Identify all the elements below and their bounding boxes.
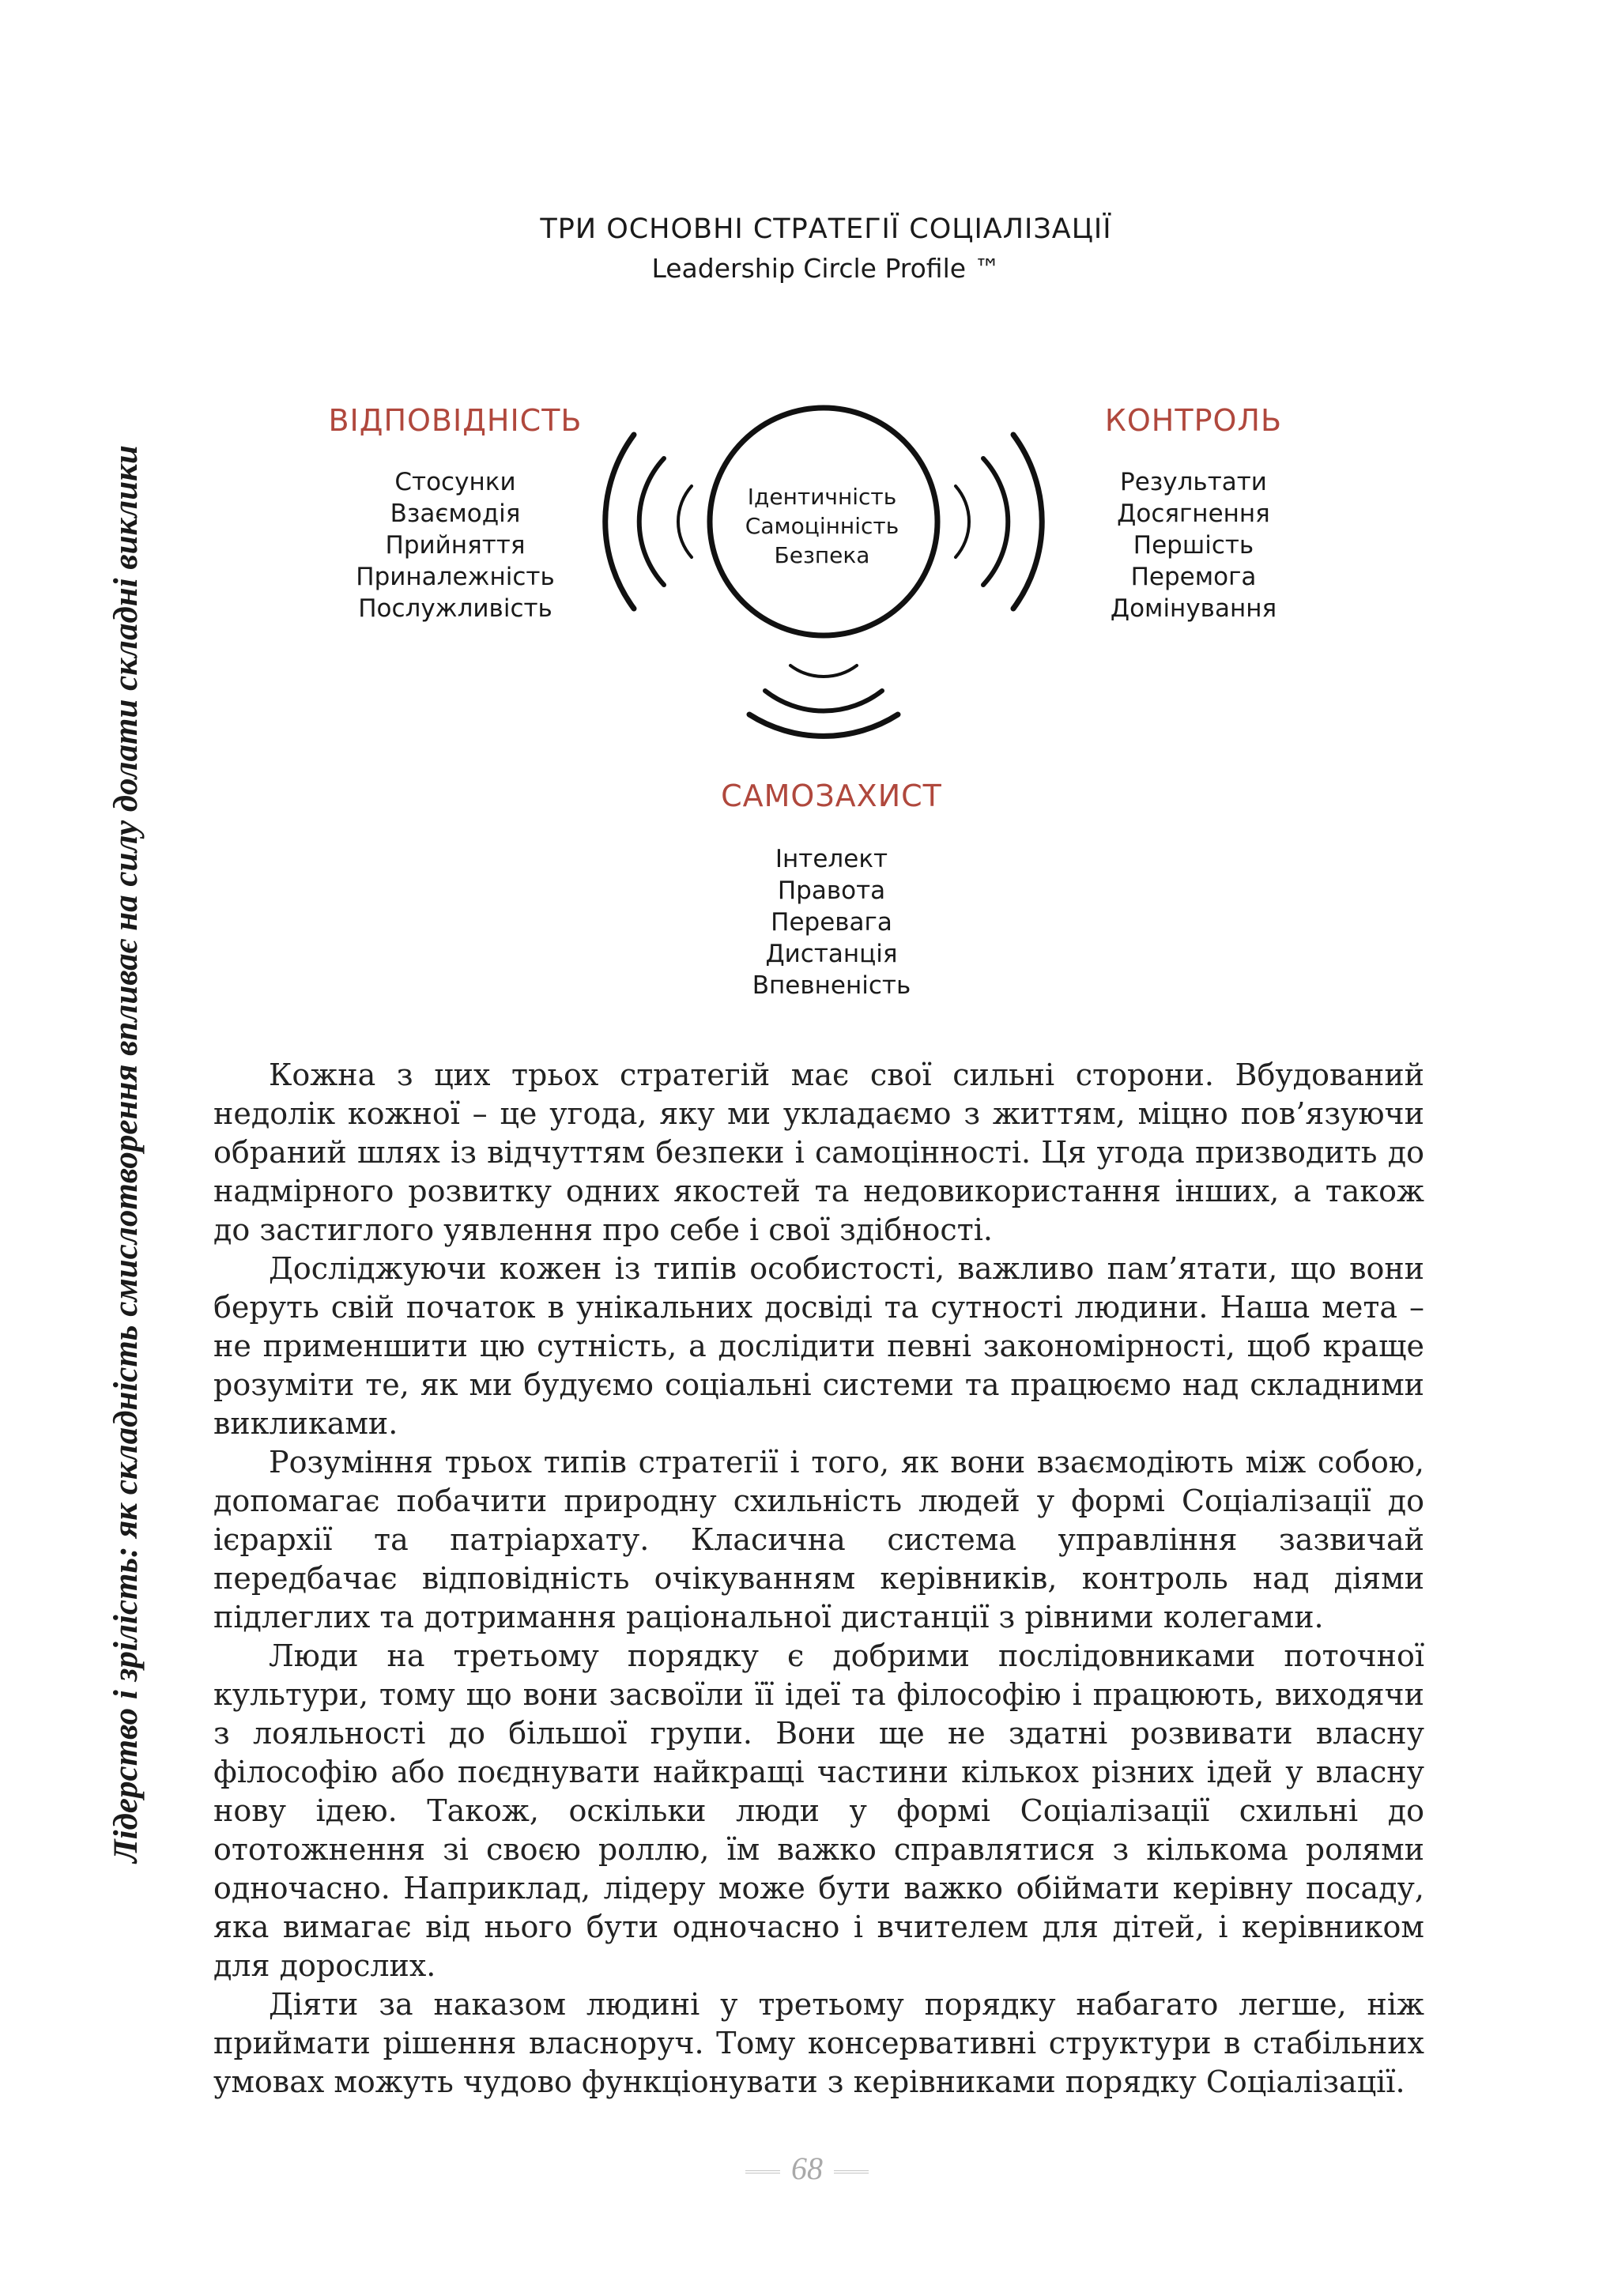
paragraph: Діяти за наказом людині у третьому порядку набагато легше, ніж приймати рішення власноруч. Тому консервативні структури в стабільних умовах можуть чудово функціонувати з керівниками порядку Соціалізації. bbox=[213, 1987, 1424, 2099]
list-item: Прийняття bbox=[385, 531, 526, 560]
bottom-inner-arc bbox=[790, 665, 857, 677]
list-item: Дистанція bbox=[765, 940, 898, 968]
list-item: Впевненість bbox=[752, 971, 911, 1000]
figure-title: ТРИ ОСНОВНІ СТРАТЕГІЇ СОЦІАЛІЗАЦІЇ bbox=[540, 213, 1112, 245]
list-item: Результати bbox=[1120, 468, 1267, 496]
list-item: Приналежність bbox=[356, 563, 555, 591]
list-item: Домінування bbox=[1110, 594, 1277, 623]
paragraph: Розуміння трьох типів стратегії і того, як вони взаємодіють між собою, допомагає побачити природну схильність людей у формі Соціалізації до ієрархії та патріархату. Класична система управління зазвичай передбачає відповідність очікуванням керівників, контроль над діями підлеглих та дотримання раціональної дистанції з рівними колегами. bbox=[213, 1445, 1424, 1634]
left-category-list bbox=[218, 466, 692, 624]
right-category-title: КОНТРОЛЬ bbox=[1104, 403, 1283, 438]
page-number: 68 bbox=[791, 2151, 823, 2186]
footer-rule-right bbox=[834, 2170, 869, 2173]
list-item: Перевага bbox=[771, 908, 892, 937]
bottom-outer-arc bbox=[749, 714, 898, 736]
figure-subtitle: Leadership Circle Profile ™ bbox=[651, 253, 1001, 284]
paragraph: Кожна з цих трьох стратегій має свої сильні сторони. Вбудований недолік кожної – це угода, яку ми укладаємо з життям, міцно пов’язуючи обраний шлях із відчуттям безпеки і самоцінності. Ця угода призводить до надмірного розвитку одних якостей та недовикористання інших, а також до застиглого уявлення про себе і свої здібності. bbox=[213, 1058, 1424, 1247]
body-text bbox=[213, 1056, 1424, 2102]
list-item: Інтелект bbox=[775, 845, 888, 873]
right-category-list bbox=[956, 466, 1431, 624]
center-item: Безпека bbox=[774, 542, 870, 568]
list-item: Послужливість bbox=[358, 594, 552, 623]
bottom-category-list bbox=[594, 843, 1069, 1001]
paragraph: Досліджуючи кожен із типів особистості, важливо пам’ятати, що вони беруть свій початок в унікальних досвіді та сутності людини. Наша мета – не применшити цю сутність, а дослідити певні закономірності, щоб краще розуміти те, як ми будуємо соціальні системи та працюємо над складними викликами. bbox=[213, 1251, 1424, 1441]
list-item: Перемога bbox=[1130, 563, 1257, 591]
footer-rule-left bbox=[745, 2170, 780, 2173]
page-footer bbox=[0, 2150, 1614, 2187]
list-item: Взаємодія bbox=[390, 500, 521, 528]
list-item: Першість bbox=[1133, 531, 1254, 560]
center-item: Ідентичність bbox=[747, 484, 897, 510]
running-head: Лідерство і зрілість: як складність смислотворення впливає на силу долати складні виклики bbox=[107, 445, 145, 1863]
list-item: Досягнення bbox=[1117, 500, 1270, 528]
list-item: Правота bbox=[777, 877, 886, 905]
center-item: Самоцінність bbox=[745, 513, 899, 539]
list-item: Стосунки bbox=[394, 468, 516, 496]
bottom-category-title: САМОЗАХИСТ bbox=[721, 779, 942, 813]
paragraph: Люди на третьому порядку є добрими послідовниками поточної культури, тому що вони засвоїли її ідеї та філософію і працюють, виходячи з лояльності до більшої групи. Вони ще не здатні розвивати власну філософію або поєднувати найкращі частини кількох різних ідей у власну нову ідею. Також, оскільки люди у формі Соціалізації схильні до ототожнення зі своєю роллю, їм важко справлятися з кількома ролями одночасно. Наприклад, лідеру може бути важко обіймати керівну посаду, яка вимагає від нього бути одночасно і вчителем для дітей, і керівником для дорослих. bbox=[213, 1638, 1424, 1983]
bottom-middle-arc bbox=[765, 691, 882, 711]
center-list bbox=[719, 482, 925, 570]
left-category-title: ВІДПОВІДНІСТЬ bbox=[328, 403, 583, 438]
